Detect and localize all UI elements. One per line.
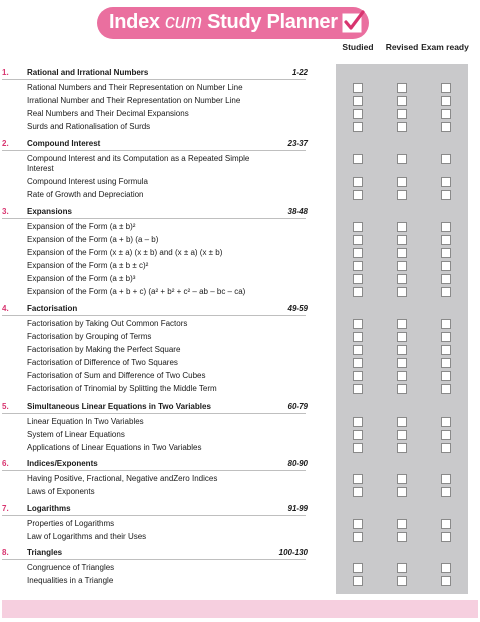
topic-item: Rational Numbers and Their Representation on Number Line (27, 83, 243, 92)
exam-ready-column-strip (424, 64, 468, 594)
revised-checkbox[interactable] (397, 417, 407, 427)
studied-checkbox[interactable] (353, 177, 363, 187)
exam-ready-checkbox[interactable] (441, 474, 451, 484)
section-divider (2, 413, 306, 414)
revised-checkbox[interactable] (397, 287, 407, 297)
revised-checkbox[interactable] (397, 274, 407, 284)
section-title: Triangles (27, 548, 63, 557)
topic-item: Compound Interest using Formula (27, 177, 148, 186)
footer-band (2, 600, 478, 618)
topic-item: Surds and Rationalisation of Surds (27, 122, 151, 131)
revised-checkbox[interactable] (397, 430, 407, 440)
studied-checkbox[interactable] (353, 248, 363, 258)
revised-checkbox[interactable] (397, 474, 407, 484)
topic-item: Expansion of the Form (a ± b)² (27, 222, 136, 231)
column-header-revised: Revised (385, 42, 419, 52)
exam-ready-checkbox[interactable] (441, 109, 451, 119)
exam-ready-checkbox[interactable] (441, 371, 451, 381)
section-page-range: 80-90 (287, 459, 308, 468)
topic-item: Factorisation by Grouping of Terms (27, 332, 152, 341)
exam-ready-checkbox[interactable] (441, 248, 451, 258)
studied-checkbox[interactable] (353, 109, 363, 119)
section-divider (2, 315, 306, 316)
section-divider (2, 79, 306, 80)
topic-item: Expansion of the Form (a + b + c) (a² + b² + c² – ab – bc – ca) (27, 287, 246, 296)
revised-checkbox[interactable] (397, 532, 407, 542)
topic-item: Factorisation by Making the Perfect Square (27, 345, 181, 354)
section-divider (2, 150, 306, 151)
exam-ready-checkbox[interactable] (441, 332, 451, 342)
section-number: 8. (2, 548, 9, 557)
exam-ready-checkbox[interactable] (441, 384, 451, 394)
exam-ready-checkbox[interactable] (441, 519, 451, 529)
revised-checkbox[interactable] (397, 177, 407, 187)
revised-checkbox[interactable] (397, 358, 407, 368)
title-banner (97, 7, 369, 39)
studied-checkbox[interactable] (353, 563, 363, 573)
revised-checkbox[interactable] (397, 222, 407, 232)
section-title: Logarithms (27, 504, 71, 513)
topic-item: Law of Logarithms and their Uses (27, 532, 147, 541)
studied-checkbox[interactable] (353, 474, 363, 484)
section-number: 7. (2, 504, 9, 513)
exam-ready-checkbox[interactable] (441, 274, 451, 284)
topic-item: Rate of Growth and Depreciation (27, 190, 144, 199)
studied-checkbox[interactable] (353, 519, 363, 529)
revised-checkbox[interactable] (397, 261, 407, 271)
studied-checkbox[interactable] (353, 83, 363, 93)
section-number: 4. (2, 304, 9, 313)
exam-ready-checkbox[interactable] (441, 487, 451, 497)
section-number: 5. (2, 402, 9, 411)
page-title (109, 11, 338, 34)
revised-checkbox[interactable] (397, 190, 407, 200)
topic-item: Inequalities in a Triangle (27, 576, 114, 585)
topic-item: Congruence of Triangles (27, 563, 115, 572)
exam-ready-checkbox[interactable] (441, 345, 451, 355)
topic-item: Real Numbers and Their Decimal Expansions (27, 109, 189, 118)
studied-checkbox[interactable] (353, 190, 363, 200)
exam-ready-checkbox[interactable] (441, 190, 451, 200)
revised-column-strip (380, 64, 424, 594)
exam-ready-checkbox[interactable] (441, 576, 451, 586)
section-divider (2, 470, 306, 471)
studied-checkbox[interactable] (353, 487, 363, 497)
title-text-end: Study Planner (201, 11, 338, 33)
topic-item: Factorisation by Taking Out Common Factors (27, 319, 188, 328)
revised-checkbox[interactable] (397, 487, 407, 497)
topic-item: Properties of Logarithms (27, 519, 115, 528)
studied-checkbox[interactable] (353, 96, 363, 106)
section-divider (2, 218, 306, 219)
section-number: 6. (2, 459, 9, 468)
revised-checkbox[interactable] (397, 96, 407, 106)
section-page-range: 100-130 (278, 548, 308, 557)
exam-ready-checkbox[interactable] (441, 177, 451, 187)
studied-checkbox[interactable] (353, 443, 363, 453)
topic-item: Having Positive, Fractional, Negative andZero Indices (27, 474, 218, 483)
revised-checkbox[interactable] (397, 576, 407, 586)
studied-checkbox[interactable] (353, 532, 363, 542)
studied-checkbox[interactable] (353, 576, 363, 586)
revised-checkbox[interactable] (397, 332, 407, 342)
revised-checkbox[interactable] (397, 371, 407, 381)
section-divider (2, 559, 306, 560)
revised-checkbox[interactable] (397, 235, 407, 245)
revised-checkbox[interactable] (397, 83, 407, 93)
topic-item: Factorisation of Trinomial by Splitting the Middle Term (27, 384, 217, 393)
revised-checkbox[interactable] (397, 319, 407, 329)
revised-checkbox[interactable] (397, 122, 407, 132)
exam-ready-checkbox[interactable] (441, 154, 451, 164)
studied-checkbox[interactable] (353, 154, 363, 164)
topic-item: Expansion of the Form (a ± b)³ (27, 274, 136, 283)
topic-item: Linear Equation In Two Variables (27, 417, 144, 426)
studied-checkbox[interactable] (353, 384, 363, 394)
studied-checkbox[interactable] (353, 358, 363, 368)
revised-checkbox[interactable] (397, 443, 407, 453)
revised-checkbox[interactable] (397, 519, 407, 529)
studied-checkbox[interactable] (353, 222, 363, 232)
topic-item: Expansion of the Form (a + b) (a – b) (27, 235, 159, 244)
studied-checkbox[interactable] (353, 319, 363, 329)
revised-checkbox[interactable] (397, 345, 407, 355)
section-title: Expansions (27, 207, 72, 216)
studied-checkbox[interactable] (353, 371, 363, 381)
studied-checkbox[interactable] (353, 261, 363, 271)
section-title: Simultaneous Linear Equations in Two Variables (27, 402, 211, 411)
topic-item: Irrational Number and Their Representation on Number Line (27, 96, 241, 105)
topic-item: Laws of Exponents (27, 487, 95, 496)
studied-checkbox[interactable] (353, 122, 363, 132)
topic-item: Compound Interest and its Computation as a Repeated Simple Interest (27, 154, 250, 173)
exam-ready-checkbox[interactable] (441, 261, 451, 271)
studied-checkbox[interactable] (353, 235, 363, 245)
section-page-range: 49-59 (287, 304, 308, 313)
exam-ready-checkbox[interactable] (441, 96, 451, 106)
studied-checkbox[interactable] (353, 274, 363, 284)
section-title: Factorisation (27, 304, 78, 313)
exam-ready-checkbox[interactable] (441, 222, 451, 232)
section-number: 2. (2, 139, 9, 148)
topic-item: Factorisation of Sum and Difference of Two Cubes (27, 371, 206, 380)
topic-item: System of Linear Equations (27, 430, 125, 439)
section-page-range: 91-99 (287, 504, 308, 513)
exam-ready-checkbox[interactable] (441, 430, 451, 440)
studied-checkbox[interactable] (353, 430, 363, 440)
topic-item: Expansion of the Form (a ± b ± c)² (27, 261, 149, 270)
studied-checkbox[interactable] (353, 287, 363, 297)
column-header-exam-ready: Exam ready (421, 42, 469, 52)
exam-ready-checkbox[interactable] (441, 563, 451, 573)
exam-ready-checkbox[interactable] (441, 532, 451, 542)
exam-ready-checkbox[interactable] (441, 443, 451, 453)
revised-checkbox[interactable] (397, 109, 407, 119)
studied-column-strip (336, 64, 380, 594)
studied-checkbox[interactable] (353, 417, 363, 427)
studied-checkbox[interactable] (353, 332, 363, 342)
section-page-range: 23-37 (287, 139, 308, 148)
section-title: Compound Interest (27, 139, 101, 148)
column-header-studied: Studied (342, 42, 374, 52)
section-title: Indices/Exponents (27, 459, 98, 468)
revised-checkbox[interactable] (397, 563, 407, 573)
revised-checkbox[interactable] (397, 154, 407, 164)
studied-checkbox[interactable] (353, 345, 363, 355)
section-number: 1. (2, 68, 9, 77)
exam-ready-checkbox[interactable] (441, 83, 451, 93)
section-page-range: 1-22 (291, 68, 308, 77)
topic-item: Applications of Linear Equations in Two Variables (27, 443, 202, 452)
title-text-start: Index (109, 11, 165, 33)
section-number: 3. (2, 207, 9, 216)
section-divider (2, 515, 306, 516)
exam-ready-checkbox[interactable] (441, 319, 451, 329)
revised-checkbox[interactable] (397, 384, 407, 394)
exam-ready-checkbox[interactable] (441, 122, 451, 132)
exam-ready-checkbox[interactable] (441, 287, 451, 297)
section-page-range: 60-79 (287, 402, 308, 411)
exam-ready-checkbox[interactable] (441, 358, 451, 368)
section-title: Rational and Irrational Numbers (27, 68, 149, 77)
topic-item: Expansion of the Form (x ± a) (x ± b) and (x ± a) (x ± b) (27, 248, 223, 257)
section-page-range: 38-48 (287, 207, 308, 216)
check-box-icon (341, 10, 365, 34)
revised-checkbox[interactable] (397, 248, 407, 258)
title-text-cum: cum (165, 11, 202, 33)
exam-ready-checkbox[interactable] (441, 417, 451, 427)
topic-item: Factorisation of Difference of Two Squares (27, 358, 178, 367)
exam-ready-checkbox[interactable] (441, 235, 451, 245)
